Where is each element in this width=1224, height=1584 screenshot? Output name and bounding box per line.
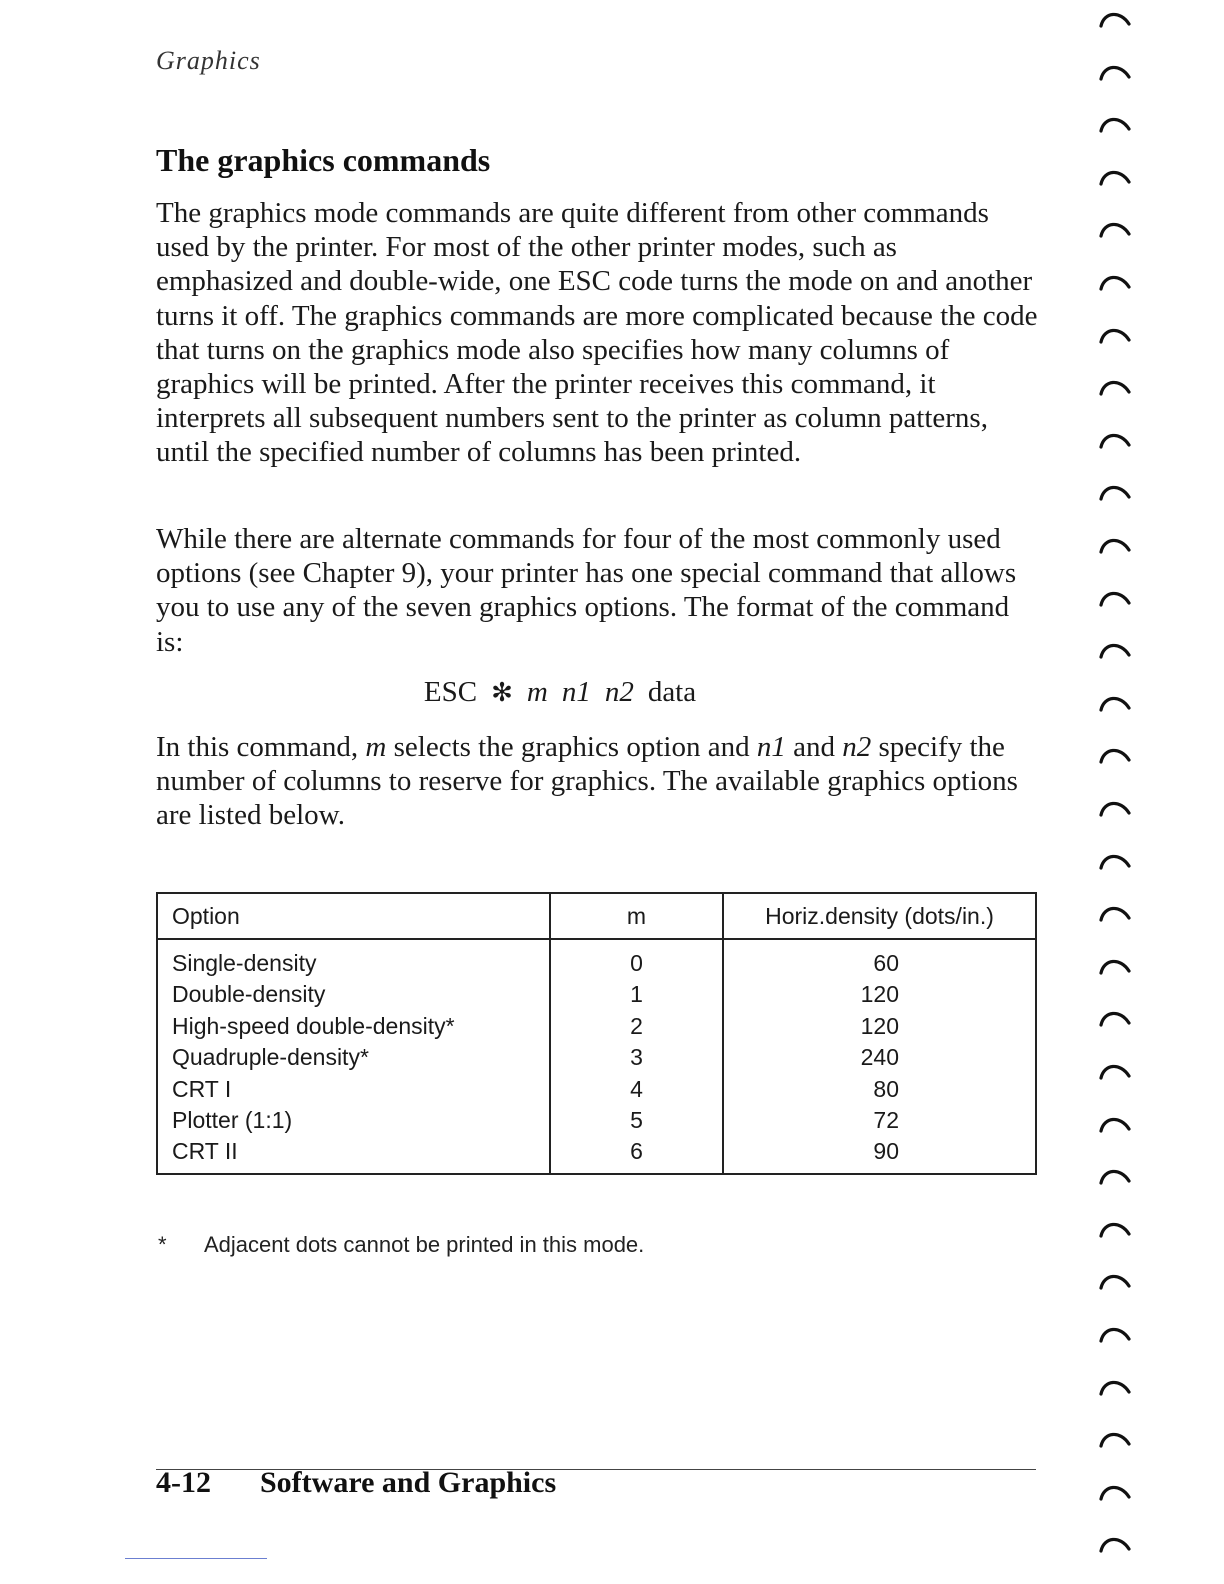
density-cell: 80	[873, 1075, 899, 1102]
option-cell: High-speed double-density*	[172, 1012, 455, 1039]
command-format	[0, 676, 1120, 709]
binding-ring-icon	[1098, 1218, 1132, 1238]
explanation-var-n2: n2	[842, 731, 872, 763]
binding-ring-icon	[1098, 744, 1132, 764]
option-column	[157, 939, 550, 1174]
m-cell: 0	[630, 950, 643, 976]
binding-ring-icon	[1098, 1007, 1132, 1027]
command-data: data	[647, 676, 697, 708]
table-body-row	[157, 939, 1036, 1174]
option-cell: CRT II	[172, 1138, 238, 1165]
binding-ring-icon	[1098, 534, 1132, 554]
explanation-var-n1: n1	[756, 731, 786, 763]
binding-ring-icon	[1098, 587, 1132, 607]
command-n1: n1	[561, 676, 591, 708]
binding-ring-icon	[1098, 324, 1132, 344]
binding-ring-icon	[1098, 481, 1132, 501]
command-esc: ESC	[423, 676, 478, 708]
graphics-options-table	[156, 892, 1037, 1175]
binding-ring-icon	[1098, 113, 1132, 133]
m-cell: 2	[630, 1012, 643, 1039]
m-cell: 4	[630, 1075, 643, 1102]
density-cell: 60	[873, 950, 899, 976]
option-cell: CRT I	[172, 1075, 232, 1102]
binding-ring-icon	[1098, 1376, 1132, 1396]
header-m: m	[550, 893, 723, 939]
page-footer	[156, 1466, 556, 1500]
explanation-text-1: In this command,	[156, 731, 366, 763]
command-m: m	[526, 676, 548, 708]
density-cell: 120	[860, 981, 899, 1008]
density-cell: 120	[860, 1012, 899, 1039]
command-asterisk: ✻	[491, 678, 513, 708]
binding-ring-icon	[1098, 692, 1132, 712]
header-option: Option	[157, 893, 550, 939]
density-cell: 72	[873, 1106, 899, 1133]
paragraph-special-command: While there are alternate commands for four of the most commonly used options (see Chapter 9), your printer has one special command that allows you to use any of the seven graphics options. The format of the command is:	[156, 523, 1017, 658]
explanation-text-4: specify the number of columns to reserve for graphics. The available graphics options are listed below.	[156, 731, 1018, 832]
binding-ring-icon	[1098, 1165, 1132, 1185]
binding-ring-icon	[1098, 1060, 1132, 1080]
binding-ring-icon	[1098, 850, 1132, 870]
m-cell: 3	[630, 1044, 643, 1071]
binding-ring-icon	[1098, 166, 1132, 186]
bottom-stub-line	[125, 1558, 267, 1559]
binding-ring-icon	[1098, 639, 1132, 659]
page-number: 4-12	[156, 1466, 211, 1499]
option-cell: Double-density	[172, 981, 326, 1008]
spiral-binding	[1098, 0, 1148, 1584]
section-heading: The graphics commands	[156, 142, 491, 178]
header-density: Horiz.density (dots/in.)	[723, 893, 1036, 939]
running-head: Graphics	[156, 46, 261, 75]
binding-ring-icon	[1098, 1481, 1132, 1501]
binding-ring-icon	[1098, 429, 1132, 449]
binding-ring-icon	[1098, 1428, 1132, 1448]
binding-ring-icon	[1098, 376, 1132, 396]
paragraph-command-explanation	[156, 730, 1041, 833]
option-cell: Plotter (1:1)	[172, 1106, 293, 1133]
m-column	[550, 939, 723, 1174]
binding-ring-icon	[1098, 1533, 1132, 1553]
command-n2: n2	[604, 676, 634, 708]
binding-ring-icon	[1098, 1113, 1132, 1133]
option-cell: Single-density	[172, 950, 317, 976]
table-header-row	[157, 893, 1036, 939]
binding-ring-icon	[1098, 61, 1132, 81]
footer-section-title: Software and Graphics	[260, 1466, 557, 1499]
binding-ring-icon	[1098, 955, 1132, 975]
binding-ring-icon	[1098, 1323, 1132, 1343]
binding-ring-icon	[1098, 1270, 1132, 1290]
option-cell: Quadruple-density*	[172, 1044, 369, 1071]
density-cell: 240	[860, 1044, 899, 1071]
m-cell: 6	[630, 1138, 643, 1165]
footnote-marker: *	[158, 1232, 167, 1257]
explanation-text-2: selects the graphics option and	[386, 731, 757, 763]
explanation-var-m: m	[365, 731, 387, 763]
paragraph-graphics-mode-intro: The graphics mode commands are quite different from other commands used by the printer. For most of the other printer modes, such as emphasized and double-wide, one ESC code turns the mode on and another turns it off. The graphics commands are more complicated because the code that turns on the graphics mode also specifies how many columns of graphics will be printed. After the printer receives this command, it interprets all subsequent numbers sent to the printer as column patterns, until the specified number of columns has been printed.	[156, 197, 1038, 469]
m-cell: 5	[630, 1106, 643, 1133]
footnote	[158, 1232, 644, 1258]
m-cell: 1	[630, 981, 643, 1008]
density-cell: 90	[873, 1138, 899, 1165]
binding-ring-icon	[1098, 271, 1132, 291]
density-column	[723, 939, 1036, 1174]
binding-ring-icon	[1098, 218, 1132, 238]
binding-ring-icon	[1098, 797, 1132, 817]
binding-ring-icon	[1098, 8, 1132, 28]
binding-ring-icon	[1098, 902, 1132, 922]
explanation-text-3: and	[785, 731, 843, 763]
footnote-text: Adjacent dots cannot be printed in this mode.	[204, 1232, 645, 1257]
